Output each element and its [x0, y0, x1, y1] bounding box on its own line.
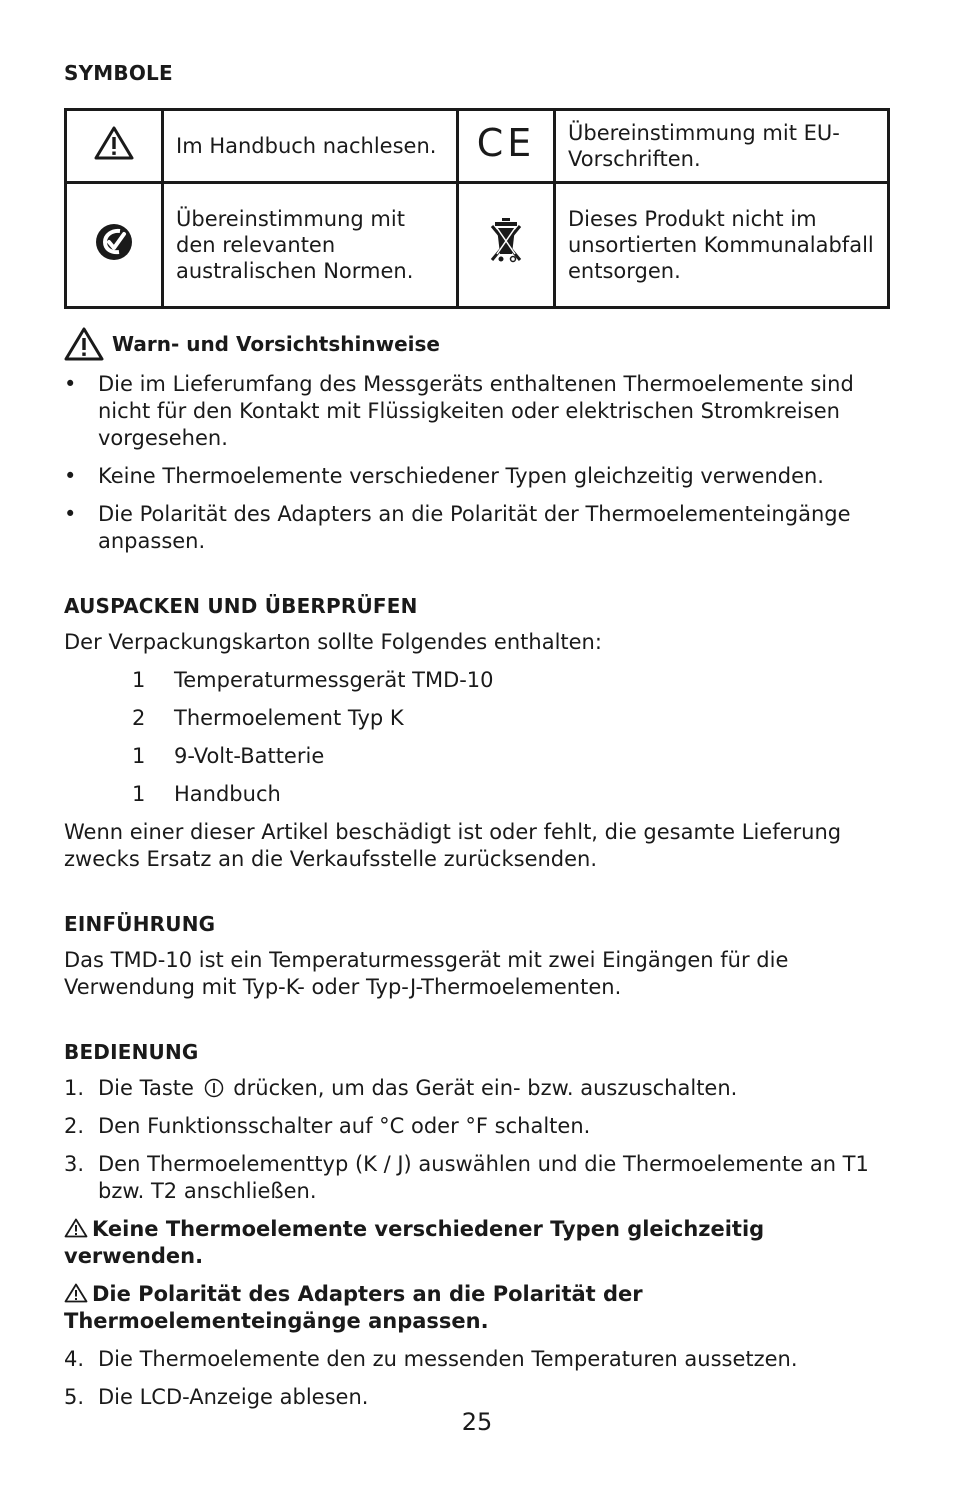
item-quantity: 1	[132, 668, 146, 692]
item-name: 9-Volt-Batterie	[174, 744, 325, 768]
symbols-table	[64, 108, 890, 309]
unpacking-heading: AUSPACKEN UND ÜBERPRÜFEN	[64, 594, 418, 618]
step-number: 5.	[64, 1385, 85, 1409]
package-contents	[132, 667, 890, 808]
list-item	[64, 1075, 890, 1102]
symbol-description: Dieses Produkt nicht im unsortierten Kommunalabfall entsorgen.	[555, 183, 889, 308]
step-text: Den Thermoelementtyp (K / J) auswählen und die Thermoelemente an T1 bzw. T2 anschließen.	[98, 1152, 869, 1203]
warnings-list	[64, 371, 890, 555]
page-number: 25	[461, 1408, 493, 1436]
unpacking-intro: Der Verpackungskarton sollte Folgendes enthalten:	[64, 630, 602, 654]
warning-triangle-icon	[64, 327, 104, 361]
list-item	[132, 667, 890, 694]
item-name: Handbuch	[174, 782, 281, 806]
list-item	[64, 1113, 890, 1140]
symbol-description: Übereinstimmung mit EU-Vorschriften.	[555, 110, 889, 183]
symbol-description: Übereinstimmung mit den relevanten australischen Normen.	[163, 183, 458, 308]
list-item	[132, 781, 890, 808]
step-text: Die LCD-Anzeige ablesen.	[98, 1385, 369, 1409]
list-item	[64, 1346, 890, 1373]
item-quantity: 1	[132, 782, 146, 806]
step-number: 3.	[64, 1152, 85, 1176]
step-text: Den Funktionsschalter auf °C oder °F schalten.	[98, 1114, 591, 1138]
c-tick-icon	[94, 222, 134, 262]
warning-triangle-icon	[64, 1218, 88, 1238]
warnings-title: Warn- und Vorsichtshinweise	[112, 331, 440, 356]
power-button-icon	[204, 1078, 224, 1098]
step-text: Die Thermoelemente den zu messenden Temperaturen aussetzen.	[98, 1347, 798, 1371]
warning-triangle-icon	[64, 1283, 88, 1303]
list-item	[64, 1384, 890, 1411]
warning-triangle-icon	[94, 126, 134, 160]
symbols-row	[66, 183, 889, 308]
symbols-heading: SYMBOLE	[64, 61, 173, 85]
symbol-cell	[458, 110, 555, 183]
item-name: Temperaturmessgerät TMD-10	[174, 668, 494, 692]
symbol-description: Im Handbuch nachlesen.	[163, 110, 458, 183]
ce-mark-icon: CE	[476, 121, 536, 165]
list-item: • Keine Thermoelemente verschiedener Typen gleichzeitig verwenden.	[64, 463, 890, 490]
step-text-after: drücken, um das Gerät ein- bzw. auszuschalten.	[233, 1076, 738, 1100]
unpacking-note: Wenn einer dieser Artikel beschädigt ist oder fehlt, die gesamte Lieferung zwecks Ersatz an die Verkaufsstelle zurücksenden.	[64, 820, 842, 871]
symbol-cell	[66, 110, 163, 183]
operation-warning	[64, 1216, 890, 1270]
warnings-heading	[64, 327, 890, 361]
crossed-bin-icon	[489, 216, 523, 268]
warning-text: Die Polarität des Adapters an die Polarität der Thermoelementeingänge anpassen.	[64, 1282, 643, 1333]
item-quantity: 1	[132, 744, 146, 768]
introduction-text: Das TMD-10 ist ein Temperaturmessgerät mit zwei Eingängen für die Verwendung mit Typ-K- oder Typ-J-Thermoelementen.	[64, 948, 789, 999]
step-text	[98, 1075, 737, 1102]
symbol-cell	[458, 183, 555, 308]
list-item	[132, 743, 890, 770]
operation-warning	[64, 1281, 890, 1335]
list-item	[132, 705, 890, 732]
step-number: 2.	[64, 1114, 85, 1138]
item-name: Thermoelement Typ K	[174, 706, 404, 730]
list-item: • Die im Lieferumfang des Messgeräts enthaltenen Thermoelemente sind nicht für den Kontakt mit Flüssigkeiten oder elektrischen Stromkreisen vorgesehen.	[64, 371, 890, 452]
step-number: 1.	[64, 1076, 85, 1100]
symbols-row	[66, 110, 889, 183]
symbol-cell	[66, 183, 163, 308]
list-item: • Die Polarität des Adapters an die Polarität der Thermoelementeingänge anpassen.	[64, 501, 890, 555]
list-item	[64, 1151, 890, 1205]
step-number: 4.	[64, 1347, 85, 1371]
warning-text: Keine Thermoelemente verschiedener Typen gleichzeitig verwenden.	[64, 1217, 765, 1268]
step-text-before: Die Taste	[98, 1076, 194, 1100]
manual-page	[64, 60, 890, 1422]
operation-steps	[64, 1075, 890, 1205]
operation-heading: BEDIENUNG	[64, 1040, 199, 1064]
operation-steps-continued	[64, 1346, 890, 1411]
item-quantity: 2	[132, 706, 146, 730]
introduction-heading: EINFÜHRUNG	[64, 912, 216, 936]
